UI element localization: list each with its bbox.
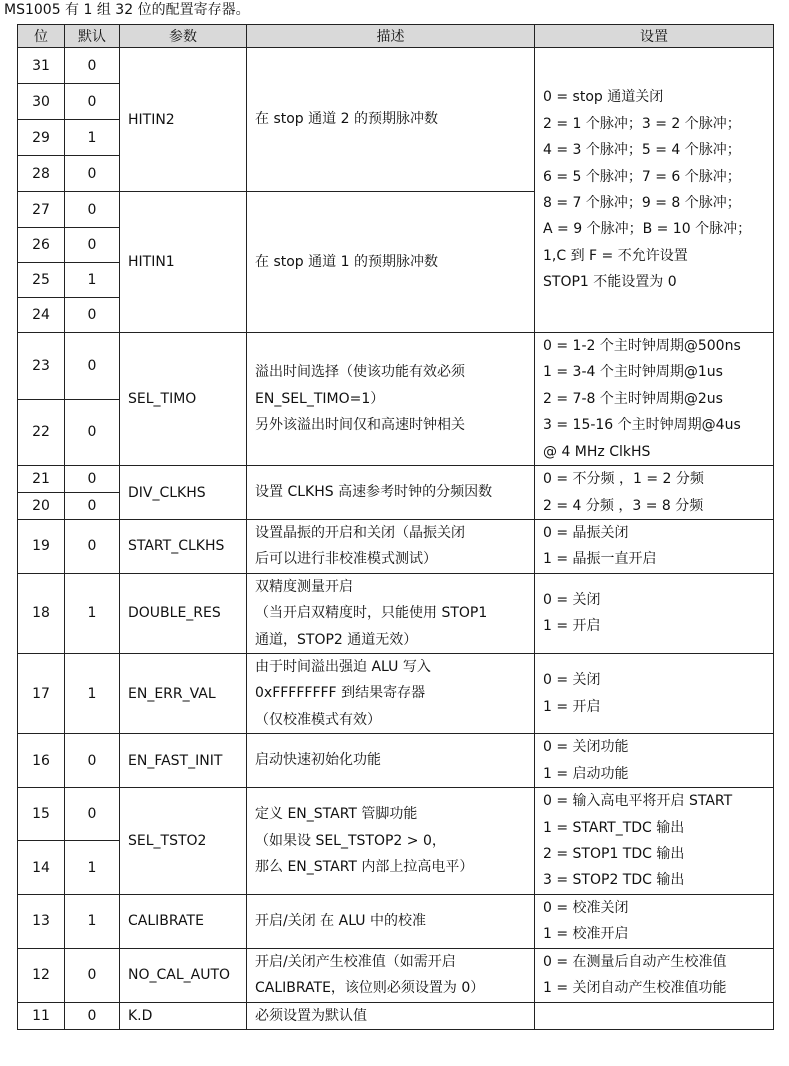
setting-line: 1 = START_TDC 输出 [543,819,685,836]
bit-cell: 11 [18,1002,65,1029]
desc-line: （仅校准模式有效） [255,711,381,728]
setting-line: STOP1 不能设置为 0 [543,274,677,291]
table-row [18,333,774,400]
desc-cell-sel-tsto2 [247,788,535,895]
setting-line: 0 = 校准关闭 [543,899,629,916]
desc-line: 后可以进行非校准模式测试） [255,551,437,568]
default-cell: 1 [65,654,120,734]
default-cell: 0 [65,48,120,84]
default-cell: 1 [65,573,120,653]
setting-cell-hitin [535,48,774,333]
intro-text: MS1005 有 1 组 32 位的配置寄存器。 [4,2,250,18]
desc-line: CALIBRATE，该位则必须设置为 0） [255,980,485,997]
param-cell-kd: K.D [120,1002,247,1029]
bit-cell: 19 [18,520,65,574]
setting-line: 1 = 启动功能 [543,765,629,782]
desc-cell-double-res [247,573,535,653]
desc-line: 0xFFFFFFFF 到结果寄存器 [255,685,426,702]
default-cell: 0 [65,1002,120,1029]
bit-cell: 27 [18,192,65,228]
desc-cell-hitin1 [247,192,535,333]
setting-line: 8 = 7 个脉冲；9 = 8 个脉冲； [543,195,741,211]
setting-cell-start-clkhs [535,520,774,574]
desc-line: 启动快速初始化功能 [255,752,381,769]
desc-cell-no-cal-auto [247,948,535,1002]
bit-cell: 20 [18,493,65,520]
setting-line: 1 = 校准开启 [543,926,629,943]
bit-cell: 18 [18,573,65,653]
param-cell-sel-timo: SEL_TIMO [120,333,247,466]
bit-cell: 23 [18,333,65,400]
default-cell: 0 [65,734,120,788]
setting-line: 1 = 开启 [543,618,601,635]
default-cell: 1 [65,841,120,894]
default-cell: 0 [65,466,120,493]
table-row [18,894,774,948]
default-cell: 0 [65,84,120,120]
default-cell: 0 [65,493,120,520]
param-cell-div-clkhs: DIV_CLKHS [120,466,247,520]
desc-line: 设置晶振的开启和关闭（晶振关闭 [255,525,465,542]
desc-cell-hitin2 [247,48,535,192]
setting-line: 0 = 晶振关闭 [543,525,629,542]
bit-cell: 16 [18,734,65,788]
desc-line: 通道，STOP2 通道无效） [255,631,418,648]
table-header-row [18,25,774,48]
header-param: 参数 [120,25,247,48]
bit-cell: 29 [18,120,65,156]
desc-line: EN_SEL_TIMO=1） [255,390,385,407]
default-cell: 0 [65,399,120,466]
bit-cell: 17 [18,654,65,734]
param-cell-en-fast-init: EN_FAST_INIT [120,734,247,788]
param-cell-no-cal-auto: NO_CAL_AUTO [120,948,247,1002]
table-row [18,788,774,841]
param-cell-double-res: DOUBLE_RES [120,573,247,653]
bit-cell: 30 [18,84,65,120]
setting-line: 2 = 4 分频 ，3 = 8 分频 [543,497,704,514]
desc-line: 那么 EN_START 内部上拉高电平） [255,859,474,876]
default-cell: 0 [65,156,120,192]
default-cell: 0 [65,788,120,841]
desc-line: 开启/关闭产生校准值（如需开启 [255,953,456,970]
desc-cell-kd [247,1002,535,1029]
setting-line: 0 = stop 通道关闭 [543,89,664,106]
header-default: 默认 [65,25,120,48]
default-cell: 1 [65,894,120,948]
desc-line: 溢出时间选择（使该功能有效必须 [255,364,465,381]
setting-line: @ 4 MHz ClkHS [543,443,651,460]
table-row [18,520,774,574]
setting-cell-en-err-val [535,654,774,734]
table-row [18,948,774,1002]
bit-cell: 25 [18,263,65,298]
desc-cell-en-err-val [247,654,535,734]
table-row [18,466,774,493]
setting-cell-calibrate [535,894,774,948]
setting-cell-kd [535,1002,774,1029]
header-description: 描述 [247,25,535,48]
setting-line: A = 9 个脉冲；B = 10 个脉冲； [543,221,752,238]
desc-line: 在 stop 通道 2 的预期脉冲数 [255,111,438,128]
desc-cell-start-clkhs [247,520,535,574]
default-cell: 0 [65,520,120,574]
desc-cell-sel-timo [247,333,535,466]
setting-line: 2 = STOP1 TDC 输出 [543,845,685,862]
bit-cell: 12 [18,948,65,1002]
param-cell-calibrate: CALIBRATE [120,894,247,948]
bit-cell: 15 [18,788,65,841]
setting-line: 4 = 3 个脉冲；5 = 4 个脉冲； [543,142,741,159]
bit-cell: 26 [18,228,65,263]
desc-line: 设置 CLKHS 高速参考时钟的分频因数 [255,484,493,501]
setting-line: 1,C 到 F = 不允许设置 [543,247,688,264]
setting-cell-double-res [535,573,774,653]
desc-cell-calibrate [247,894,535,948]
setting-line: 0 = 关闭 [543,672,601,689]
table-row [18,654,774,734]
default-cell: 0 [65,333,120,400]
desc-line: 由于时间溢出强迫 ALU 写入 [255,659,431,676]
setting-line: 0 = 在测量后自动产生校准值 [543,953,727,970]
bit-cell: 28 [18,156,65,192]
setting-line: 0 = 关闭功能 [543,739,629,756]
setting-line: 3 = 15-16 个主时钟周期@4us [543,417,741,434]
setting-line: 1 = 晶振一直开启 [543,551,657,568]
default-cell: 0 [65,948,120,1002]
setting-cell-no-cal-auto [535,948,774,1002]
setting-line: 6 = 5 个脉冲；7 = 6 个脉冲； [543,168,741,185]
desc-line: 定义 EN_START 管脚功能 [255,806,418,823]
desc-line: 另外该溢出时间仅和高速时钟相关 [255,417,465,434]
bit-cell: 24 [18,298,65,333]
setting-line: 1 = 开启 [543,698,601,715]
setting-cell-en-fast-init [535,734,774,788]
param-cell-en-err-val: EN_ERR_VAL [120,654,247,734]
default-cell: 1 [65,263,120,298]
desc-cell-en-fast-init [247,734,535,788]
default-cell: 1 [65,120,120,156]
param-cell-hitin1: HITIN1 [120,192,247,333]
setting-line: 3 = STOP2 TDC 输出 [543,872,685,889]
setting-line: 2 = 7-8 个主时钟周期@2us [543,390,723,407]
default-cell: 0 [65,228,120,263]
bit-cell: 14 [18,841,65,894]
config-register-table [17,24,774,1030]
setting-line: 0 = 输入高电平将开启 START [543,793,733,810]
setting-line: 0 = 1-2 个主时钟周期@500ns [543,338,741,354]
desc-cell-div-clkhs [247,466,535,520]
bit-cell: 22 [18,399,65,466]
desc-line: （当开启双精度时，只能使用 STOP1 [255,605,488,622]
setting-line: 1 = 关闭自动产生校准值功能 [543,980,727,997]
setting-cell-sel-timo [535,333,774,466]
desc-line: 开启/关闭 在 ALU 中的校准 [255,913,426,930]
desc-line: 必须设置为默认值 [255,1007,367,1024]
setting-line: 1 = 3-4 个主时钟周期@1us [543,364,723,381]
setting-cell-div-clkhs [535,466,774,520]
header-setting: 设置 [535,25,774,48]
setting-line: 0 = 不分频 ，1 = 2 分频 [543,471,704,488]
desc-line: 双精度测量开启 [255,578,353,595]
bit-cell: 21 [18,466,65,493]
setting-line: 2 = 1 个脉冲；3 = 2 个脉冲； [543,115,741,132]
param-cell-start-clkhs: START_CLKHS [120,520,247,574]
table-row [18,734,774,788]
param-cell-sel-tsto2: SEL_TSTO2 [120,788,247,895]
bit-cell: 13 [18,894,65,948]
desc-line: 在 stop 通道 1 的预期脉冲数 [255,253,438,270]
setting-cell-sel-tsto2 [535,788,774,895]
param-cell-hitin2: HITIN2 [120,48,247,192]
table-row [18,1002,774,1029]
default-cell: 0 [65,298,120,333]
header-bit: 位 [18,25,65,48]
default-cell: 0 [65,192,120,228]
setting-line: 0 = 关闭 [543,592,601,609]
table-row [18,48,774,84]
table-row [18,573,774,653]
desc-line: （如果设 SEL_TSTOP2 > 0， [255,832,446,849]
bit-cell: 31 [18,48,65,84]
